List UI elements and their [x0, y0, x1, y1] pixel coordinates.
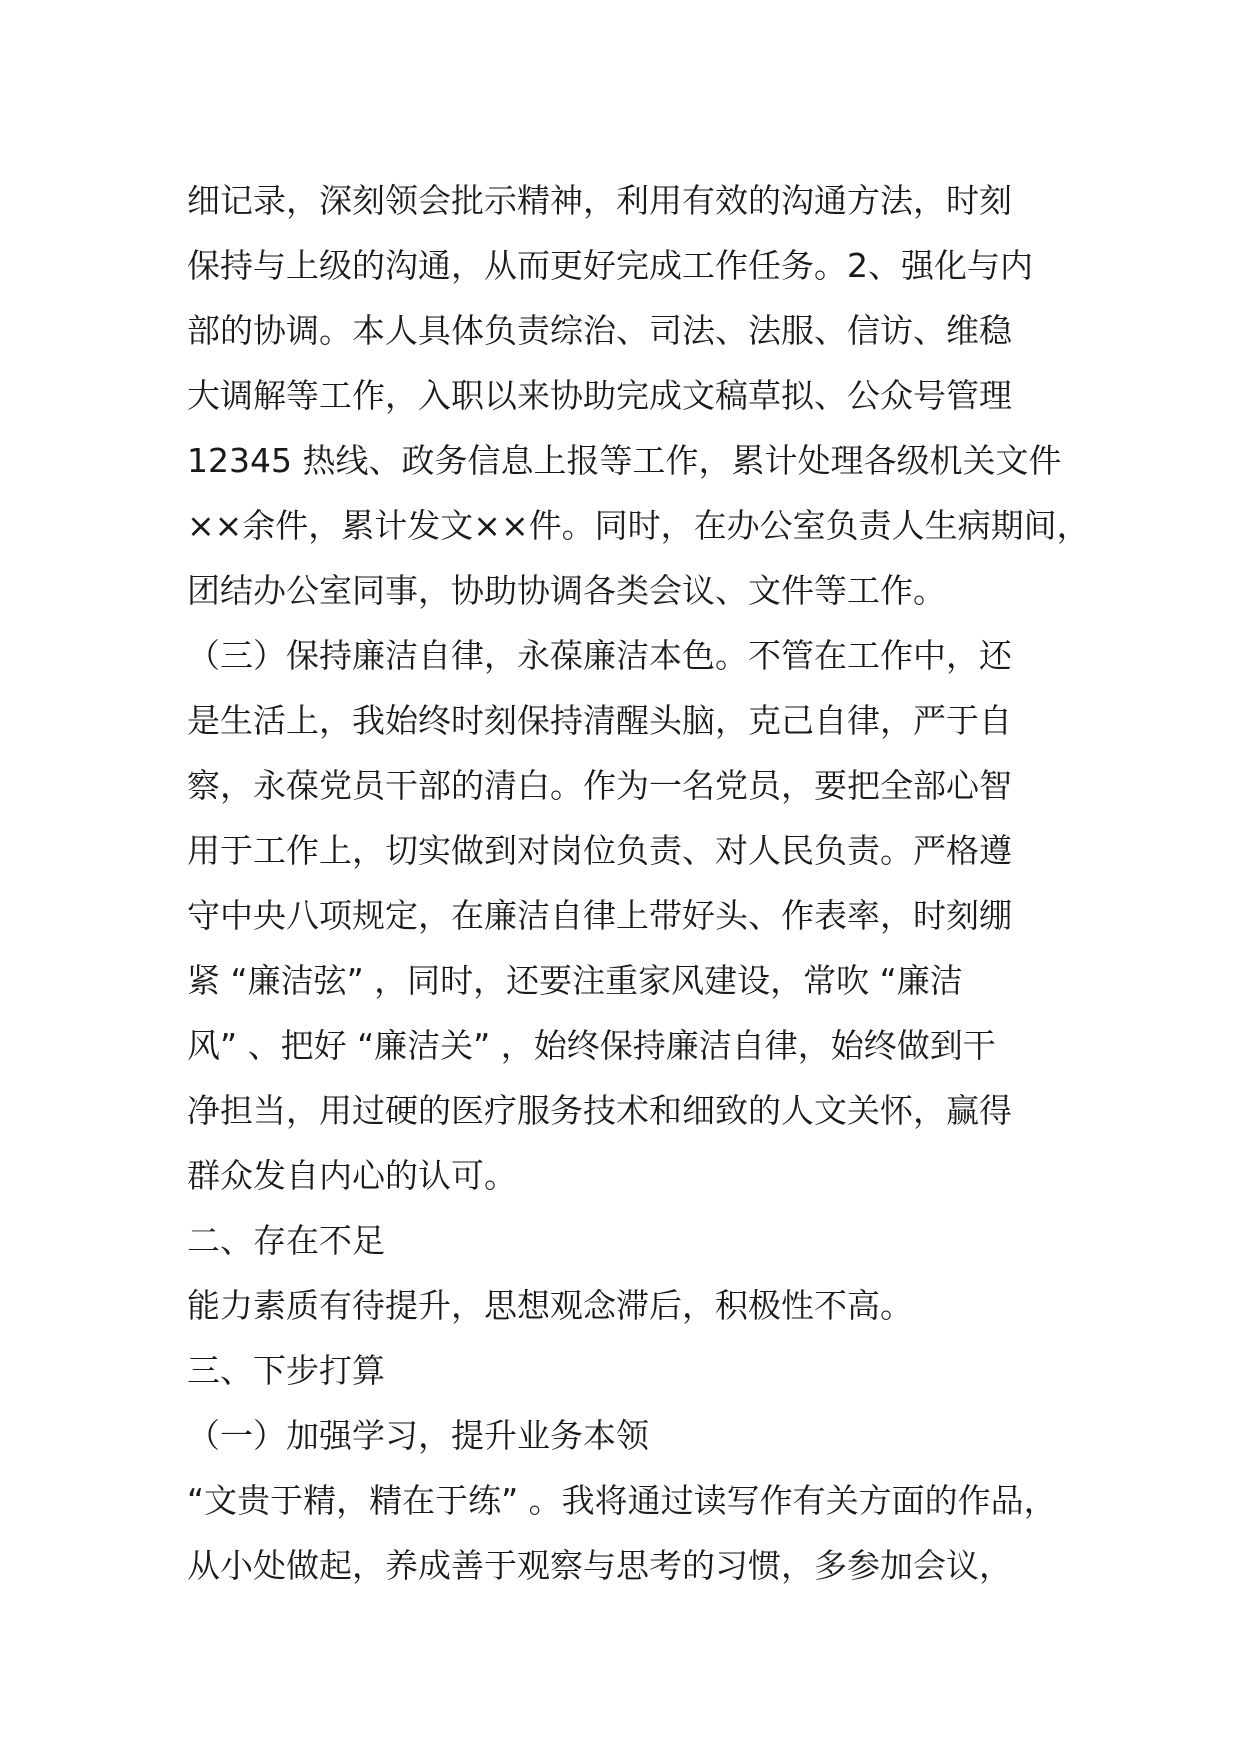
- paragraph-line: 大调解等工作，入职以来协助完成文稿草拟、公众号管理: [187, 376, 1012, 415]
- paragraph-line: 风” 、把好 “廉洁关” ，始终保持廉洁自律，始终做到干: [187, 1026, 996, 1065]
- section-three-heading-line: （三）保持廉洁自律，永葆廉洁本色。不管在工作中，还: [187, 636, 1012, 675]
- paragraph-line: 是生活上，我始终时刻保持清醒头脑，克己自律，严于自: [187, 701, 1012, 740]
- paragraph-line: 守中央八项规定，在廉洁自律上带好头、作表率，时刻绷: [187, 896, 1012, 935]
- document-body: [187, 168, 1090, 1598]
- paragraph-line: 保持与上级的沟通，从而更好完成工作任务。2、强化与内: [187, 246, 1033, 285]
- paragraph-line: 净担当，用过硬的医疗服务技术和细致的人文关怀，赢得: [187, 1091, 1012, 1130]
- subheading-study: （一）加强学习，提升业务本领: [187, 1416, 649, 1455]
- paragraph-line: “文贵于精，精在于练” 。我将通过读写作有关方面的作品，: [187, 1481, 1057, 1520]
- paragraph-line: 团结办公室同事，协助协调各类会议、文件等工作。: [187, 571, 946, 610]
- paragraph-line: 群众发自内心的认可。: [187, 1156, 517, 1195]
- paragraph-line: 从小处做起，养成善于观察与思考的习惯，多参加会议，: [187, 1546, 1012, 1585]
- paragraph-line: 能力素质有待提升，思想观念滞后，积极性不高。: [187, 1286, 913, 1325]
- heading-next-steps: 三、下步打算: [187, 1351, 385, 1390]
- heading-shortcomings: 二、存在不足: [187, 1221, 385, 1260]
- paragraph-line: 用于工作上，切实做到对岗位负责、对人民负责。严格遵: [187, 831, 1012, 870]
- paragraph-line: 12345 热线、政务信息上报等工作，累计处理各级机关文件: [187, 441, 1062, 480]
- paragraph-line: 紧 “廉洁弦” ，同时，还要注重家风建设，常吹 “廉洁: [187, 961, 963, 1000]
- paragraph-line: 细记录，深刻领会批示精神，利用有效的沟通方法，时刻: [187, 181, 1012, 220]
- paragraph-line: 部的协调。本人具体负责综治、司法、法服、信访、维稳: [187, 311, 1012, 350]
- paragraph-line: 察，永葆党员干部的清白。作为一名党员，要把全部心智: [187, 766, 1012, 805]
- paragraph-line: ××余件，累计发文××件。同时，在办公室负责人生病期间，: [187, 506, 1090, 545]
